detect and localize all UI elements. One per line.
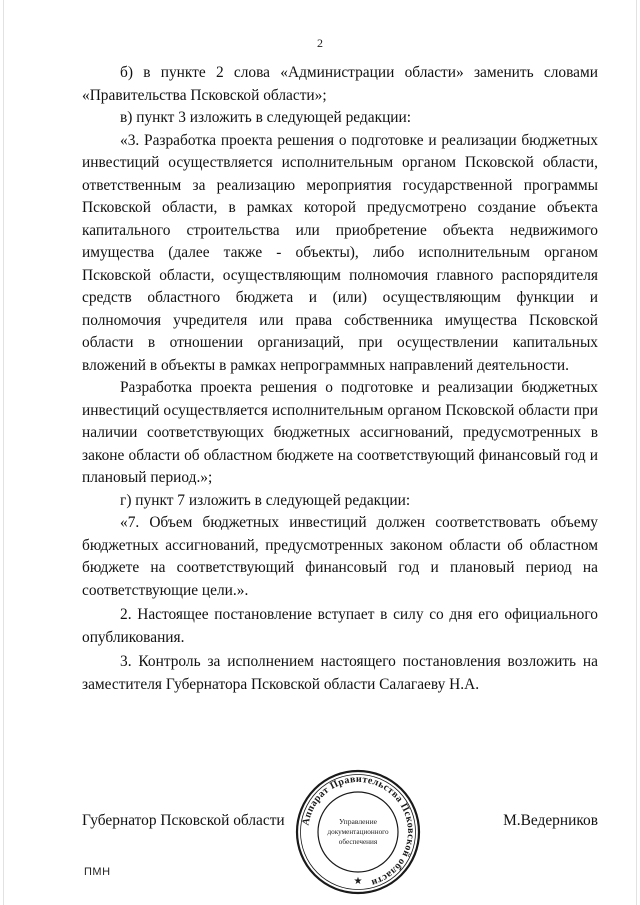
paragraph-v: в) пункт 3 изложить в следующей редакции: xyxy=(120,109,412,126)
executor-initials: ПМН xyxy=(84,866,111,878)
paragraph-item-3: 3. Контроль за исполнением настоящего постановления возложить на заместителя Губернатора Псковской области Салагаеву Н.А. xyxy=(82,653,598,693)
paragraph-3-second: Разработка проекта решения о подготовке и реализации бюджетных инвестиций осуществляется исполнительным органом Псковской области при наличии соответствующих бюджетных ассигнований, предусмотренных в законе области об областном бюджете на соответствующий финансовый год и плановый период.»; xyxy=(82,379,598,486)
signatory-name: М.Ведерников xyxy=(503,812,598,829)
page-number: 2 xyxy=(317,36,323,50)
scan-edge-left xyxy=(3,0,4,905)
paragraph-g: г) пункт 7 изложить в следующей редакции: xyxy=(120,491,411,509)
seal-star-icon: ★ xyxy=(353,876,363,887)
seal-ring-text: Аппарат Правительства Псковской области xyxy=(300,773,417,889)
paragraph-7-quoted: «7. Объем бюджетных инвестиций должен соответствовать объему бюджетных ассигнований, предусмотренных законом области об областном бюджете на соответствующий финансовый год и плановый период на соответствующие цели.». xyxy=(82,514,598,599)
seal-center-line-3: обеспечения xyxy=(338,838,378,846)
seal-center-line-2: документационного xyxy=(327,828,389,836)
signatory-position: Губернатор Псковской области xyxy=(82,812,285,829)
document-body xyxy=(82,62,598,696)
paragraph-item-2: 2. Настоящее постановление вступает в силу со дня его официального опубликования. xyxy=(82,606,598,646)
paragraph-b: б) в пункте 2 слова «Администрации области» заменить словами «Правительства Псковской области»; xyxy=(82,64,598,104)
seal-center-line-1: Управление xyxy=(338,817,378,826)
scan-edge-right xyxy=(636,0,637,905)
paragraph-3-quoted: «3. Разработка проекта решения о подготовке и реализации бюджетных инвестиций осуществляется исполнительным органом Псковской области, ответственным за реализацию мероприятия государственной программы Псковской области, в рамках которой предусмотрено создание объекта капитального строительства или приобретение объекта недвижимого имущества (далее также - объекты), либо исполнительным органом Псковской области, осуществляющим полномочия главного распорядителя средств областного бюджета и (или) осуществляющим функции и полномочия учредителя или права собственника имущества Псковской области в отношении организаций, при осуществлении капитальных вложений в объекты в рамках непрограммных направлений деятельности. xyxy=(82,131,598,374)
official-seal-stamp xyxy=(294,768,422,896)
